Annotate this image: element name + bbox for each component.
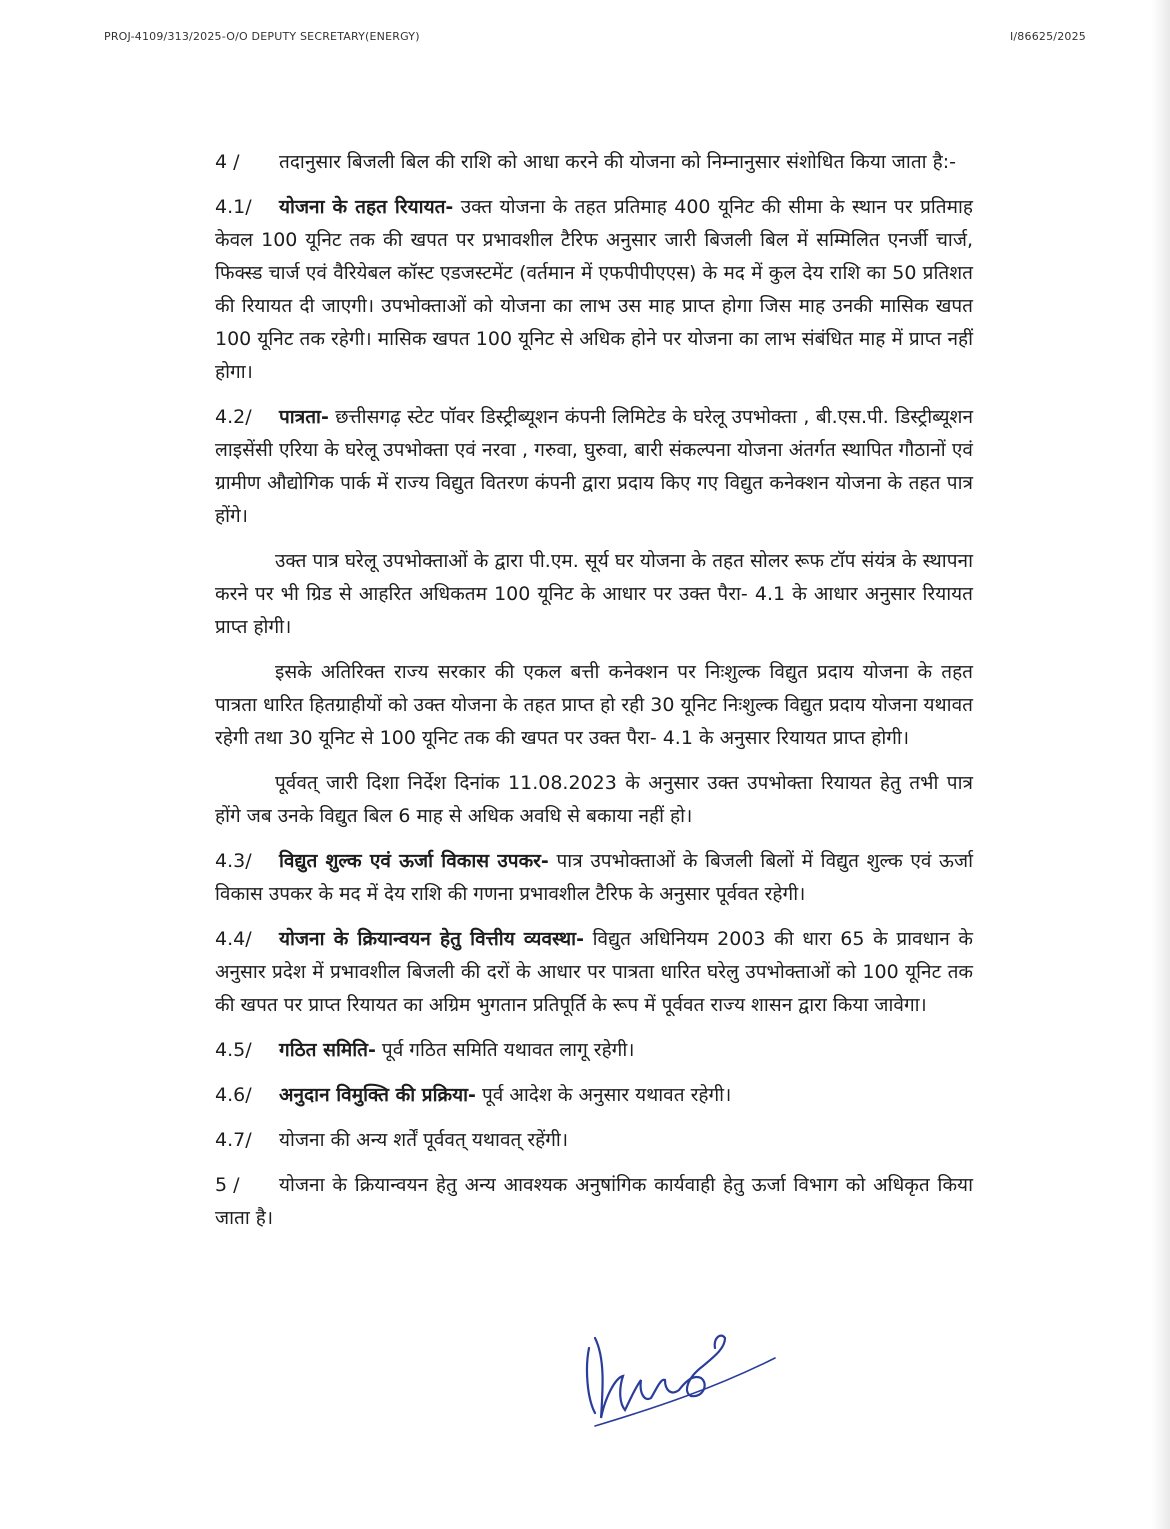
paragraph-4-2 <box>215 401 973 533</box>
para-number: 4.3/ <box>215 850 252 872</box>
para-text: पात्र उपभोक्ताओं के बिजली बिलों में विद्युत शुल्क एवं ऊर्जा विकास उपकर के मद में देय राशि की गणना प्रभावशील टैरिफ के अनुसार पूर्ववत रहेगी। <box>215 850 973 905</box>
para-text: पूर्व गठित समिति यथावत लागू रहेगी। <box>375 1039 635 1061</box>
para-text: योजना के क्रियान्वयन हेतु अन्य आवश्यक अनुषांगिक कार्यवाही हेतु ऊर्जा विभाग को अधिकृत किया जाता है। <box>215 1174 973 1229</box>
para-title: गठित समिति- <box>279 1039 376 1061</box>
paragraph-5 <box>215 1169 973 1235</box>
para-number: 4.5/ <box>215 1039 252 1061</box>
paragraph-4-4 <box>215 923 973 1022</box>
paragraph-4 <box>215 146 973 179</box>
para-text: विद्युत अधिनियम 2003 की धारा 65 के प्रावधान के अनुसार प्रदेश में प्रभावशील बिजली की दरों के आधार पर पात्रता धारित घरेलु उपभोक्ताओं को 100 यूनिट तक की खपत पर प्राप्त रियायत का अग्रिम भुगतान प्रतिपूर्ति के रूप में पूर्ववत राज्य शासन द्वारा किया जावेगा। <box>215 928 974 1016</box>
para-title: योजना के क्रियान्वयन हेतु वित्तीय व्यवस्था- <box>279 928 584 950</box>
para-number: 4.2/ <box>215 406 252 428</box>
paragraph-4-1 <box>215 191 973 389</box>
file-reference: PROJ-4109/313/2025-O/O DEPUTY SECRETARY(ENERGY) <box>104 30 420 43</box>
paragraph-4-7 <box>215 1124 973 1157</box>
para-text: उक्त योजना के तहत प्रतिमाह 400 यूनिट की सीमा के स्थान पर प्रतिमाह केवल 100 यूनिट तक की खपत पर प्रभावशील टैरिफ अनुसार जारी बिजली बिल में सम्मिलित एनर्जी चार्ज, फिक्स्ड चार्ज एवं वैरियेबल कॉस्ट एडजस्टमेंट (वर्तमान में एफपीपीएएस) के मद में कुल देय राशि का 50 प्रतिशत की रियायत दी जाएगी। उपभोक्ताओं को योजना का लाभ उस माह प्राप्त होगा जिस माह उनकी मासिक खपत 100 यूनिट तक रहेगी। मासिक खपत 100 यूनिट से अधिक होने पर योजना का लाभ संबंधित माह में प्राप्त नहीं होगा। <box>215 196 973 383</box>
para-number: 4.7/ <box>215 1129 252 1151</box>
document-body <box>215 146 973 1247</box>
para-text: छत्तीसगढ़ स्टेट पॉवर डिस्ट्रीब्यूशन कंपनी लिमिटेड के घरेलू उपभोक्ता , बी.एस.पी. डिस्ट्रीब्यूशन लाइसेंसी एरिया के घरेलू उपभोक्ता एवं नरवा , गरुवा, घुरुवा, बारी संकल्पना योजना अंतर्गत स्थापित गौठानों एवं ग्रामीण औद्योगिक पार्क में राज्य विद्युत वितरण कंपनी द्वारा प्रदाय किए गए विद्युत कनेक्शन योजना के तहत पात्र होंगे। <box>215 406 973 527</box>
paragraph-4-3 <box>215 845 973 911</box>
para-title: अनुदान विमुक्ति की प्रक्रिया- <box>279 1084 476 1106</box>
document-number: I/86625/2025 <box>1009 30 1086 43</box>
paragraph-4-6 <box>215 1079 973 1112</box>
para-number: 4.4/ <box>215 928 252 950</box>
para-number: 4.6/ <box>215 1084 252 1106</box>
paragraph-guidelines: पूर्ववत् जारी दिशा निर्देश दिनांक 11.08.2023 के अनुसार उक्त उपभोक्ता रियायत हेतु तभी पात्र होंगे जब उनके विद्युत बिल 6 माह से अधिक अवधि से बकाया नहीं हो। <box>215 772 973 827</box>
page-edge-shadow <box>1152 0 1170 1529</box>
para-number: 4 / <box>215 151 240 173</box>
paragraph-solar: उक्त पात्र घरेलू उपभोक्ताओं के द्वारा पी.एम. सूर्य घर योजना के तहत सोलर रूफ टॉप संयंत्र के स्थापना करने पर भी ग्रिड से आहरित अधिकतम 100 यूनिट के आधार पर उक्त पैरा- 4.1 के आधार अनुसार रियायत प्राप्त होगी। <box>215 550 973 638</box>
paragraph-single-light: इसके अतिरिक्त राज्य सरकार की एकल बत्ती कनेक्शन पर निःशुल्क विद्युत प्रदाय योजना के तहत पात्रता धारित हितग्राहीयों को उक्त योजना के तहत प्राप्त हो रही 30 यूनिट निःशुल्क विद्युत प्रदाय योजना यथावत रहेगी तथा 30 यूनिट से 100 यूनिट तक की खपत पर उक्त पैरा- 4.1 के अनुसार रियायत प्राप्त होगी। <box>215 661 973 749</box>
para-title: विद्युत शुल्क एवं ऊर्जा विकास उपकर- <box>279 850 549 872</box>
para-title: पात्रता- <box>279 406 329 428</box>
signature <box>575 1318 785 1438</box>
paragraph-4-5 <box>215 1034 973 1067</box>
para-number: 5 / <box>215 1174 240 1196</box>
para-number: 4.1/ <box>215 196 252 218</box>
para-text: तदानुसार बिजली बिल की राशि को आधा करने की योजना को निम्नानुसार संशोधित किया जाता है:- <box>279 151 956 173</box>
para-title: योजना के तहत रियायत- <box>279 196 454 218</box>
para-text: योजना की अन्य शर्तें पूर्ववत् यथावत् रहेंगी। <box>279 1129 569 1151</box>
para-text: पूर्व आदेश के अनुसार यथावत रहेगी। <box>475 1084 732 1106</box>
